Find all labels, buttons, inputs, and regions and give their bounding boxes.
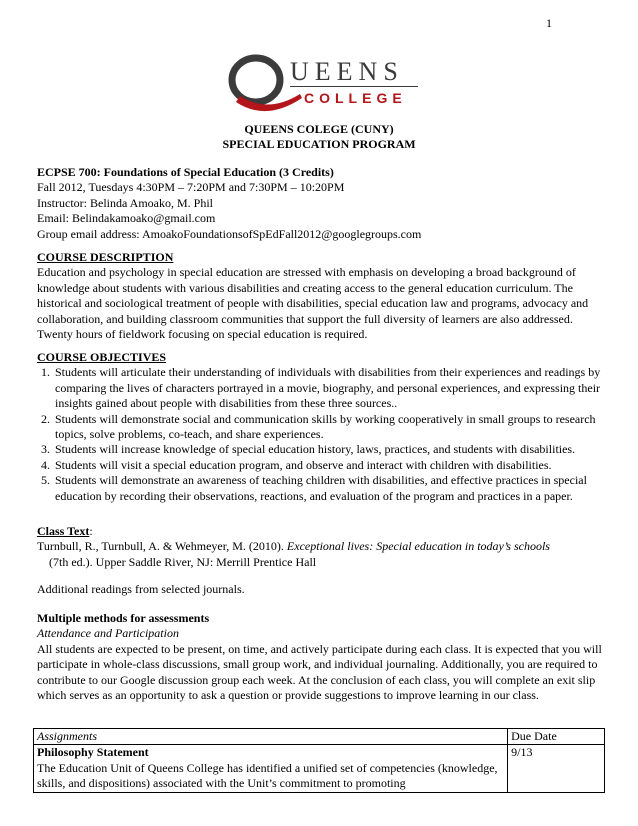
objective-item: 2. Students will demonstrate social and communication skills by working cooperatively in small groups to research topics, solve problems, co-teach, and share experiences. <box>53 412 603 443</box>
citation-rest: (7th ed.). Upper Saddle River, NJ: Merrill Prentice Hall <box>49 554 317 569</box>
class-text-label: Class Text <box>37 524 90 538</box>
table-header-due-date: Due Date <box>508 729 605 745</box>
queens-college-logo <box>226 50 426 120</box>
objective-item: 3. Students will increase knowledge of special education history, laws, practices, and students with disabilities. <box>53 442 603 457</box>
logo-sub: COLLEGE <box>304 90 407 106</box>
course-group-email: Group email address: AmoakoFoundationsofSpEdFall2012@googlegroups.com <box>37 226 422 241</box>
objective-item: 5. Students will demonstrate an awareness of teaching children with disabilities, and effective practices in special education by recording their observations, reactions, and evaluation of the program and practices in a paper. <box>53 473 603 504</box>
course-description <box>37 250 603 342</box>
logo-q-ring <box>232 58 280 102</box>
page-number: 1 <box>546 16 552 30</box>
heading-line2: SPECIAL EDUCATION PROGRAM <box>222 137 416 151</box>
objectives-title: COURSE OBJECTIVES <box>37 350 167 364</box>
citation-title: Exceptional lives: Special education in today’s schools <box>286 539 550 554</box>
assignments-table <box>33 728 605 793</box>
course-instructor: Instructor: Belinda Amoako, M. Phil <box>37 195 213 210</box>
course-email: Email: Belindakamoako@gmail.com <box>37 211 216 226</box>
due-date-cell: 9/13 <box>508 745 605 792</box>
objective-item: 1. Students will articulate their understanding of individuals with disabilities from their experiences and readings by comparing the lives of characters portrayed in a movie, biography, and personal experiences, and expressing their insights gained about people with disabilities from these three sources.. <box>53 365 603 411</box>
class-text-citation <box>37 539 603 554</box>
heading-line1: QUEENS COLEGE (CUNY) <box>244 122 394 136</box>
assessments-title: Multiple methods for assessments <box>37 611 210 625</box>
logo-rule <box>290 86 418 87</box>
assignment-title: Philosophy Statement <box>37 745 149 760</box>
additional-readings: Additional readings from selected journals. <box>37 582 245 596</box>
class-text <box>37 524 603 570</box>
course-objectives <box>37 350 603 504</box>
assignment-text: The Education Unit of Queens College has identified a unified set of competencies (knowledge, skills, and dispositions) associated with the Unit’s commitment to promoting <box>37 760 498 791</box>
course-info <box>37 165 603 242</box>
objective-item: 4. Students will visit a special education program, and observe and interact with children with disabilities. <box>53 458 603 473</box>
class-text-colon: : <box>89 524 93 538</box>
citation-authors: Turnbull, R., Turnbull, A. & Wehmeyer, M. (2010). <box>37 539 287 554</box>
heading <box>0 122 638 152</box>
course-schedule: Fall 2012, Tuesdays 4:30PM – 7:20PM and 7:30PM – 10:20PM <box>37 180 345 195</box>
assignment-cell <box>34 745 508 792</box>
assessments <box>37 611 603 703</box>
table-row <box>34 745 605 792</box>
course-title: ECPSE 700: Foundations of Special Education (3 Credits) <box>37 165 334 179</box>
description-title: COURSE DESCRIPTION <box>37 250 174 264</box>
description-text: Education and psychology in special education are stressed with emphasis on developing a broad background of knowledge about students with various disabilities and creating access to the general education curriculum. The historical and sociological treatment of people with disabilities, special education law and programs, advocacy and collaboration, and building classroom communities that support the full diversity of learners are also addressed. Twenty hours of fieldwork focusing on special education is required. <box>37 265 589 342</box>
assessments-subtitle: Attendance and Participation <box>37 626 179 641</box>
table-header-assignments: Assignments <box>34 729 508 745</box>
assessments-text: All students are expected to be present, on time, and actively participate during each class. It is expected that you will participate in whole-class discussions, small group work, and individual journaling. Additionally, you are required to contribute to our Google discussion group each week. At the conclusion of each class, you will complete an exit slip which serves as an opportunity to ask a question or provide suggestions to improve learning in our class. <box>37 641 602 703</box>
table-header-row <box>34 729 605 745</box>
objectives-list <box>37 365 603 504</box>
logo-name: UEENS <box>290 57 404 86</box>
